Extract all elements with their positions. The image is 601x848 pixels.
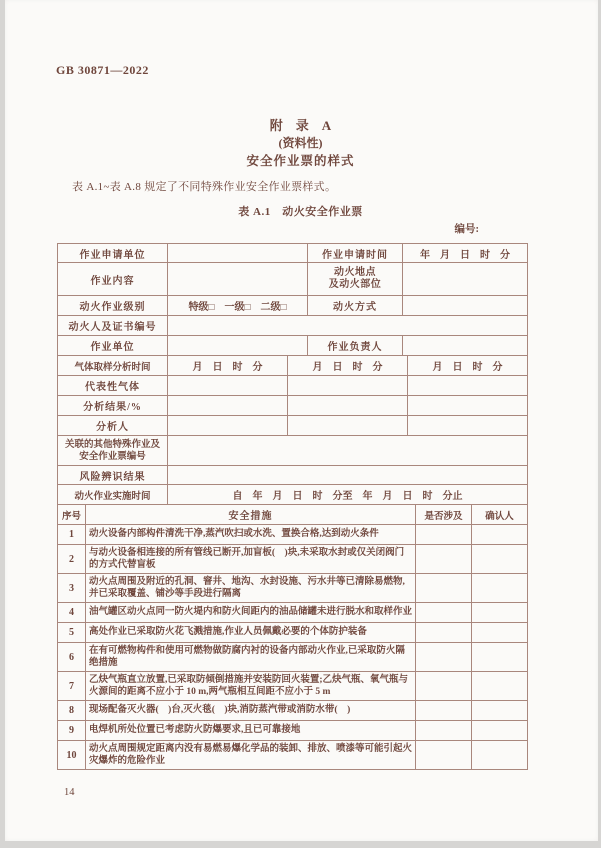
label-cell: 作业申请时间 [308, 244, 403, 263]
label-cell: 气体取样分析时间 [58, 356, 168, 376]
measure-row [58, 545, 528, 574]
measure-row [58, 701, 528, 721]
value-cell [408, 376, 528, 396]
confirmer-cell [472, 545, 528, 574]
date-placeholder-cell: 年 月 日 时 分 [403, 244, 528, 263]
value-cell [168, 336, 308, 356]
value-cell [168, 244, 308, 263]
measure-row [58, 623, 528, 643]
measure-text-cell: 动火点周围规定距离内没有易燃易爆化学品的装卸、排放、喷漆等可能引起火灾爆炸的危险作业 [86, 741, 416, 770]
value-cell [168, 376, 288, 396]
row-related-permits [58, 436, 528, 466]
date-placeholder-cell: 自 年 月 日 时 分至 年 月 日 时 分止 [168, 485, 528, 505]
measure-row [58, 721, 528, 741]
confirmer-cell [472, 721, 528, 741]
measure-no-cell: 2 [58, 545, 86, 574]
column-header-no: 序号 [58, 505, 86, 525]
value-cell [403, 296, 528, 316]
safety-measures-table [57, 504, 528, 770]
value-cell [168, 466, 528, 485]
value-cell [168, 416, 288, 436]
row-risk-identification [58, 466, 528, 485]
confirmer-cell [472, 525, 528, 545]
serial-number-label: 编号: [454, 224, 479, 235]
measures-header-row [58, 505, 528, 525]
measure-row [58, 643, 528, 672]
gas-row-sample-time [58, 356, 528, 376]
standard-code: GB 30871—2022 [56, 63, 149, 77]
appendix-label: 附 录 A [269, 118, 332, 133]
checkbox-options-cell: 特级□ 一级□ 二级□ [168, 296, 308, 316]
label-cell [308, 263, 403, 296]
value-cell [288, 416, 408, 436]
value-cell [288, 396, 408, 416]
gas-analysis-table [57, 355, 528, 505]
date-placeholder-cell: 月 日 时 分 [288, 356, 408, 376]
info-row-apply-unit [58, 244, 528, 263]
involved-cell [416, 643, 472, 672]
involved-cell [416, 672, 472, 701]
gas-row-analyst [58, 416, 528, 436]
involved-cell [416, 623, 472, 643]
label-cell: 动火作业级别 [58, 296, 168, 316]
measure-text-cell: 动火设备内部构件清洗干净,蒸汽吹扫或水洗、置换合格,达到动火条件 [86, 525, 416, 545]
measure-no-cell: 10 [58, 741, 86, 770]
measure-no-cell: 1 [58, 525, 86, 545]
confirmer-cell [472, 672, 528, 701]
label-cell: 分析人 [58, 416, 168, 436]
value-cell [168, 316, 528, 336]
label-cell: 作业申请单位 [58, 244, 168, 263]
label-cell: 动火人及证书编号 [58, 316, 168, 336]
involved-cell [416, 721, 472, 741]
measure-no-cell: 3 [58, 574, 86, 603]
measure-text-cell: 动火点周围及附近的孔洞、窨井、地沟、水封设施、污水井等已清除易燃物,并已采取覆盖、铺沙等手段进行隔离 [86, 574, 416, 603]
value-cell [408, 396, 528, 416]
confirmer-cell [472, 741, 528, 770]
value-cell [408, 416, 528, 436]
measure-text-cell: 乙炔气瓶直立放置,已采取防倾倒措施并安装防回火装置;乙炔气瓶、氧气瓶与火源间的距离不应小于 10 m,两气瓶相互间距不应小于 5 m [86, 672, 416, 701]
measure-row [58, 525, 528, 545]
involved-cell [416, 603, 472, 623]
intro-paragraph: 表 A.1~表 A.8 规定了不同特殊作业安全作业票样式。 [72, 181, 337, 193]
label-cell: 动火作业实施时间 [58, 485, 168, 505]
info-section-table [57, 243, 528, 356]
label-cell: 风险辨识结果 [58, 466, 168, 485]
measure-no-cell: 6 [58, 643, 86, 672]
label-cell: 代表性气体 [58, 376, 168, 396]
involved-cell [416, 545, 472, 574]
hot-work-permit-form [57, 243, 527, 770]
value-cell [168, 436, 528, 466]
measure-text-cell: 现场配备灭火器( )台,灭火毯( )块,消防蒸汽带或消防水带( ) [86, 701, 416, 721]
confirmer-cell [472, 701, 528, 721]
date-placeholder-cell: 月 日 时 分 [408, 356, 528, 376]
measure-text-cell: 在有可燃物构件和使用可燃物做防腐内衬的设备内部动火作业,已采取防火隔绝措施 [86, 643, 416, 672]
info-row-work-level [58, 296, 528, 316]
measure-text-cell: 高处作业已采取防火花飞溅措施,作业人员佩戴必要的个体防护装备 [86, 623, 416, 643]
label-line: 动火地点 [334, 267, 376, 278]
info-row-worker-cert [58, 316, 528, 336]
value-cell [403, 336, 528, 356]
confirmer-cell [472, 603, 528, 623]
appendix-title: 安全作业票的样式 [246, 154, 355, 168]
table-caption: 表 A.1 动火安全作业票 [238, 206, 363, 218]
measure-text-cell: 电焊机所处位置已考虑防火防爆要求,且已可靠接地 [86, 721, 416, 741]
confirmer-cell [472, 643, 528, 672]
confirmer-cell [472, 574, 528, 603]
involved-cell [416, 701, 472, 721]
row-implementation-time [58, 485, 528, 505]
column-header-measure: 安全措施 [86, 505, 416, 525]
value-cell [168, 396, 288, 416]
date-placeholder-cell: 月 日 时 分 [168, 356, 288, 376]
value-cell [403, 263, 528, 296]
involved-cell [416, 574, 472, 603]
measure-row [58, 574, 528, 603]
label-cell: 作业内容 [58, 263, 168, 296]
label-cell: 作业单位 [58, 336, 168, 356]
label-line: 及动火部位 [328, 279, 382, 290]
measure-row [58, 741, 528, 770]
measure-row [58, 672, 528, 701]
label-line: 安全作业票编号 [79, 451, 146, 462]
page-number: 14 [64, 787, 75, 798]
info-row-work-content [58, 263, 528, 296]
appendix-note: (资料性) [278, 136, 323, 150]
gas-row-analysis-result [58, 396, 528, 416]
label-cell [58, 436, 168, 466]
info-row-work-unit [58, 336, 528, 356]
measure-text-cell: 与动火设备相连接的所有管线已断开,加盲板( )块,未采取水封或仅关闭阀门的方式代替盲板 [86, 545, 416, 574]
label-cell: 动火方式 [308, 296, 403, 316]
involved-cell [416, 741, 472, 770]
label-cell: 作业负责人 [308, 336, 403, 356]
measure-no-cell: 8 [58, 701, 86, 721]
measure-no-cell: 4 [58, 603, 86, 623]
gas-row-representative-gas [58, 376, 528, 396]
involved-cell [416, 525, 472, 545]
confirmer-cell [472, 623, 528, 643]
column-header-confirmer: 确认人 [472, 505, 528, 525]
measure-no-cell: 9 [58, 721, 86, 741]
value-cell [168, 263, 308, 296]
measure-row [58, 603, 528, 623]
measure-text-cell: 油气罐区动火点同一防火堤内和防火间距内的油品储罐未进行脱水和取样作业 [86, 603, 416, 623]
label-line: 关联的其他特殊作业及 [64, 439, 160, 450]
value-cell [288, 376, 408, 396]
column-header-involved: 是否涉及 [416, 505, 472, 525]
measure-no-cell: 5 [58, 623, 86, 643]
measure-no-cell: 7 [58, 672, 86, 701]
label-cell: 分析结果/% [58, 396, 168, 416]
